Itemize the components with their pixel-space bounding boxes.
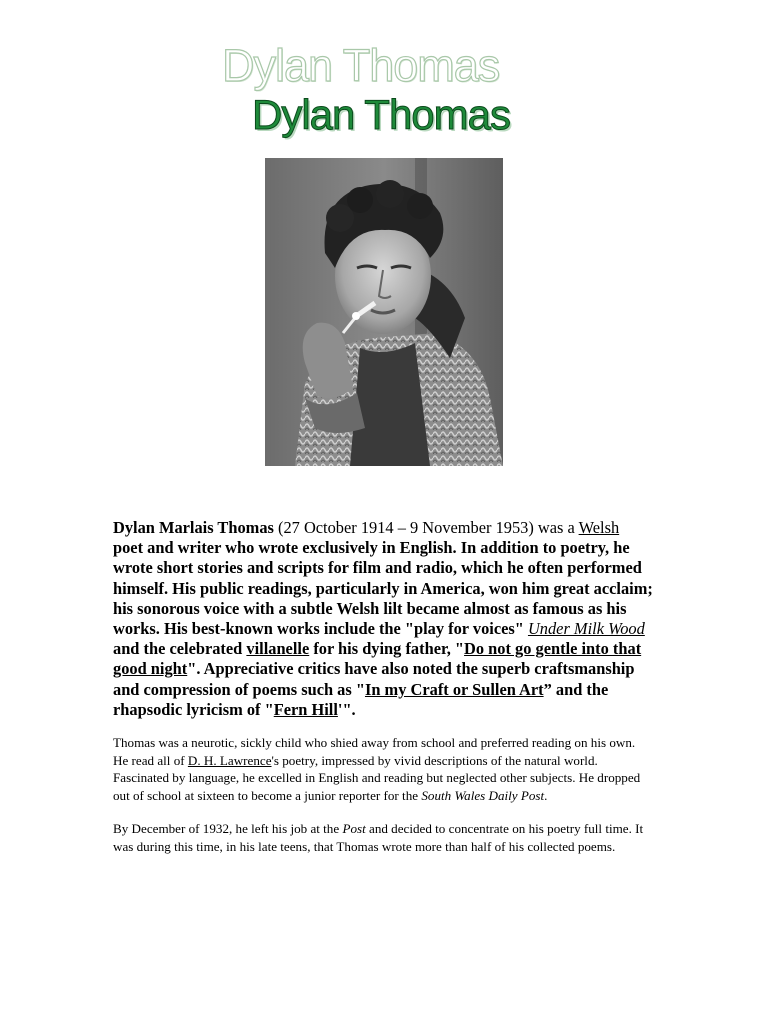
article-body [113,518,653,856]
in-my-craft-link[interactable]: In my Craft or Sullen Art [364,679,544,699]
newspaper-short-title: Post [342,821,366,837]
intro-text: '". [337,699,356,719]
subject-name: Dylan Marlais Thomas [113,518,274,537]
intro-text: ". Appreciative critics have also noted the superb craftsmanship and compression of poems such as " [113,659,635,699]
intro-text: for his dying father, " [309,639,465,659]
intro-text: was a [533,518,579,537]
page-title: Dylan Thomas [252,91,511,138]
do-not-go-gentle-link[interactable]: Do not go gentle into that good night [113,639,642,679]
childhood-paragraph [113,734,653,804]
portrait-photo [265,158,503,466]
intro-text: and the celebrated [113,639,247,659]
fern-hill-link[interactable]: Fern Hill [273,699,338,719]
paragraph-text: Thomas was a neurotic, sickly child who shied away from school and preferred reading on his own. He read all of [113,735,636,768]
newspaper-title: South Wales Daily Post [421,787,545,803]
dh-lawrence-link[interactable]: D. H. Lawrence [187,752,272,768]
paragraph-text: By December of 1932, he left his job at the [113,821,343,837]
life-dates: (27 October 1914 – 9 November 1953) [278,518,534,537]
intro-paragraph [113,518,653,720]
career-paragraph [113,820,653,855]
intro-text: ” and the rhapsodic lyricism of " [113,679,609,719]
paragraph-text: . [544,787,548,803]
villanelle-link[interactable]: villanelle [246,639,310,659]
paragraph-text: and decided to concentrate on his poetry full time. It was during this time, in his late teens, that Thomas wrote more than half of his collected poems. [113,821,644,854]
under-milk-wood-link[interactable]: Under Milk Wood [527,619,645,639]
welsh-link[interactable]: Welsh [578,518,620,537]
intro-text: poet and writer who wrote exclusively in English. In addition to poetry, he wrote short stories and scripts for film and radio, which he often performed himself. His public readings, particularly in America, won him great acclaim; his sonorous voice with a subtle Welsh lilt became almost as famous as his works. His best-known works include the "play for voices" [113,538,653,639]
paragraph-text: 's poetry, impressed by vivid descriptions of the natural world. Fascinated by language, he excelled in English and reading but neglected other subjects. He dropped out of school at sixteen to become a junior reporter for the [113,752,641,803]
title-shadow-wordart: Dylan Thomas [222,40,500,91]
